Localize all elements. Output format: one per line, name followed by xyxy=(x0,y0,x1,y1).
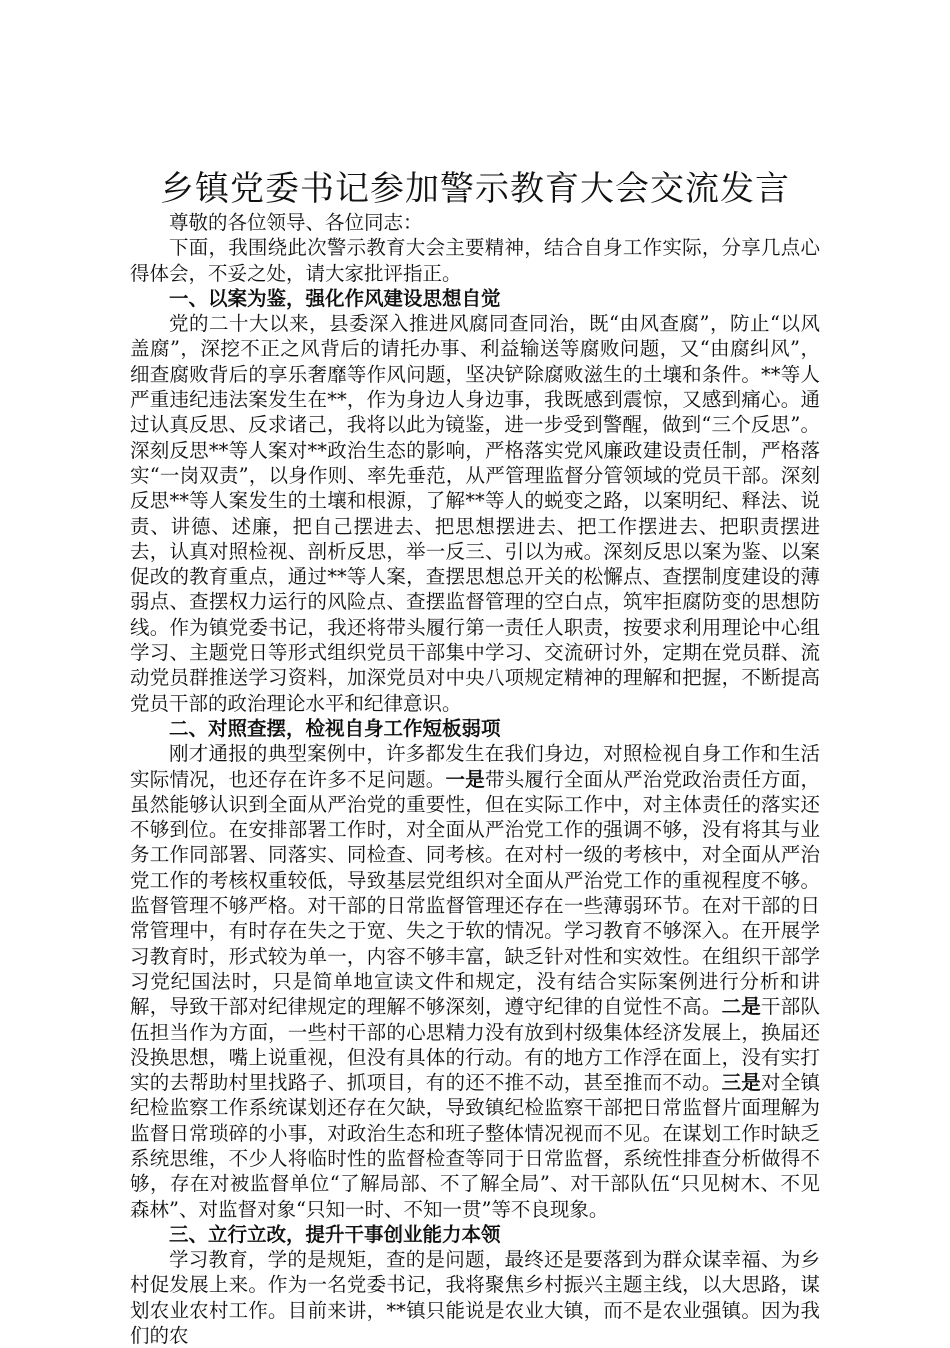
salutation: 尊敬的各位领导、各位同志： xyxy=(169,211,423,234)
point-label-1: 一是 xyxy=(445,767,485,791)
intro-paragraph: 下面，我围绕此次警示教育大会主要精神，结合自身工作实际，分享几点心得体会，不妥之处，请大家批评指正。 xyxy=(130,236,820,285)
section-2-text-b: 带头履行全面从严治党政治责任方面，虽然能够认识到全面从严治党的重要性，但在实际工作中，对主体责任的落实还不够到位。在安排部署工作时，对全面从严治党工作的强调不够，没有将其与业务工作同部署、同落实、同检查、同考核。在对村一级的考核中，对全面从严治党工作的考核权重较低，导致基层党组织对全面从严治党工作的重视程度不够。监督管理不够严格。对干部的日常监督管理还存在一些薄弱环节。在对干部的日常管理中，有时存在失之于宽、失之于软的情况。学习教育不够深入。在开展学习教育时，形式较为单一，内容不够丰富，缺乏针对性和实效性。在组织干部学习党纪国法时，只是简单地宣读文件和规定，没有结合实际案例进行分析和讲解，导致干部对纪律规定的理解不够深刻，遵守纪律的自觉性不高。 xyxy=(130,767,820,1019)
section-3-heading: 三、立行立改，提升干事创业能力本领 xyxy=(169,1222,501,1246)
section-2-text-a: 刚才通报的典型案例中，许多都发生在我们身边，对照检视自身工作和生活实际情况，也还存在许多不足问题。 xyxy=(130,742,820,791)
section-2-text-c: 干部队伍担当作为方面，一些村干部的心思精力没有放到村级集体经济发展上，换届还没换思想，嘴上说重视，但没有具体的行动。有的地方工作浮在面上，没有实打实的去帮助村里找路子、抓项目，有的还不推不动，甚至推而不动。 xyxy=(130,995,820,1095)
section-3-paragraph: 学习教育，学的是规矩，查的是问题，最终还是要落到为群众谋幸福、为乡村促发展上来。作为一名党委书记，我将聚焦乡村振兴主题主线，以大思路，谋划农业农村工作。目前来讲，**镇只能说是农业大镇，而不是农业强镇。因为我们的农 xyxy=(130,1248,820,1348)
section-2-paragraph xyxy=(130,741,820,1222)
section-2-heading: 二、对照查摆，检视自身工作短板弱项 xyxy=(169,716,501,740)
section-2-text-d: 对全镇纪检监察工作系统谋划还存在欠缺，导致镇纪检监察干部把日常监督片面理解为监督日常琐碎的小事，对政治生态和班子整体情况视而不见。在谋划工作时缺乏系统思维，不少人将临时性的监督检查等同于日常监督，系统性排查分析做得不够，存在对被监督单位“了解局部、不了解全局”、对干部队伍“只见树木、不见森林”、对监督对象“只知一时、不知一贯”等不良现象。 xyxy=(130,1071,820,1221)
point-label-3: 三是 xyxy=(721,1071,762,1095)
document-title: 乡镇党委书记参加警示教育大会交流发言 xyxy=(160,169,790,209)
document-body xyxy=(130,210,820,1348)
point-label-2: 二是 xyxy=(721,995,762,1019)
section-1-heading: 一、以案为鉴，强化作风建设思想自觉 xyxy=(169,286,501,310)
section-1-paragraph: 党的二十大以来，县委深入推进风腐同查同治，既“由风查腐”，防止“以风盖腐”，深挖不正之风背后的请托办事、利益输送等腐败问题，又“由腐纠风”，细查腐败背后的享乐奢靡等作风问题，坚决铲除腐败滋生的土壤和条件。**等人严重违纪违法案发生在**，作为身边人身边事，我既感到震惊，又感到痛心。通过认真反思、反求诸己，我将以此为镜鉴，进一步受到警醒，做到“三个反思”。深刻反思**等人案对**政治生态的影响，严格落实党风廉政建设责任制，严格落实“一岗双责”，以身作则、率先垂范，从严管理监督分管领域的党员干部。深刻反思**等人案发生的土壤和根源，了解**等人的蜕变之路，以案明纪、释法、说责、讲德、述廉，把自己摆进去、把思想摆进去、把工作摆进去、把职责摆进去，认真对照检视、剖析反思，举一反三、引以为戒。深刻反思以案为鉴、以案促改的教育重点，通过**等人案，查摆思想总开关的松懈点、查摆制度建设的薄弱点、查摆权力运行的风险点、查摆监督管理的空白点，筑牢拒腐防变的思想防线。作为镇党委书记，我还将带头履行第一责任人职责，按要求利用理论中心组学习、主题党日等形式组织党员干部集中学习、交流研讨外，定期在党员群、流动党员群推送学习资料，加深党员对中央八项规定精神的理解和把握，不断提高党员干部的政治理论水平和纪律意识。 xyxy=(130,312,820,715)
